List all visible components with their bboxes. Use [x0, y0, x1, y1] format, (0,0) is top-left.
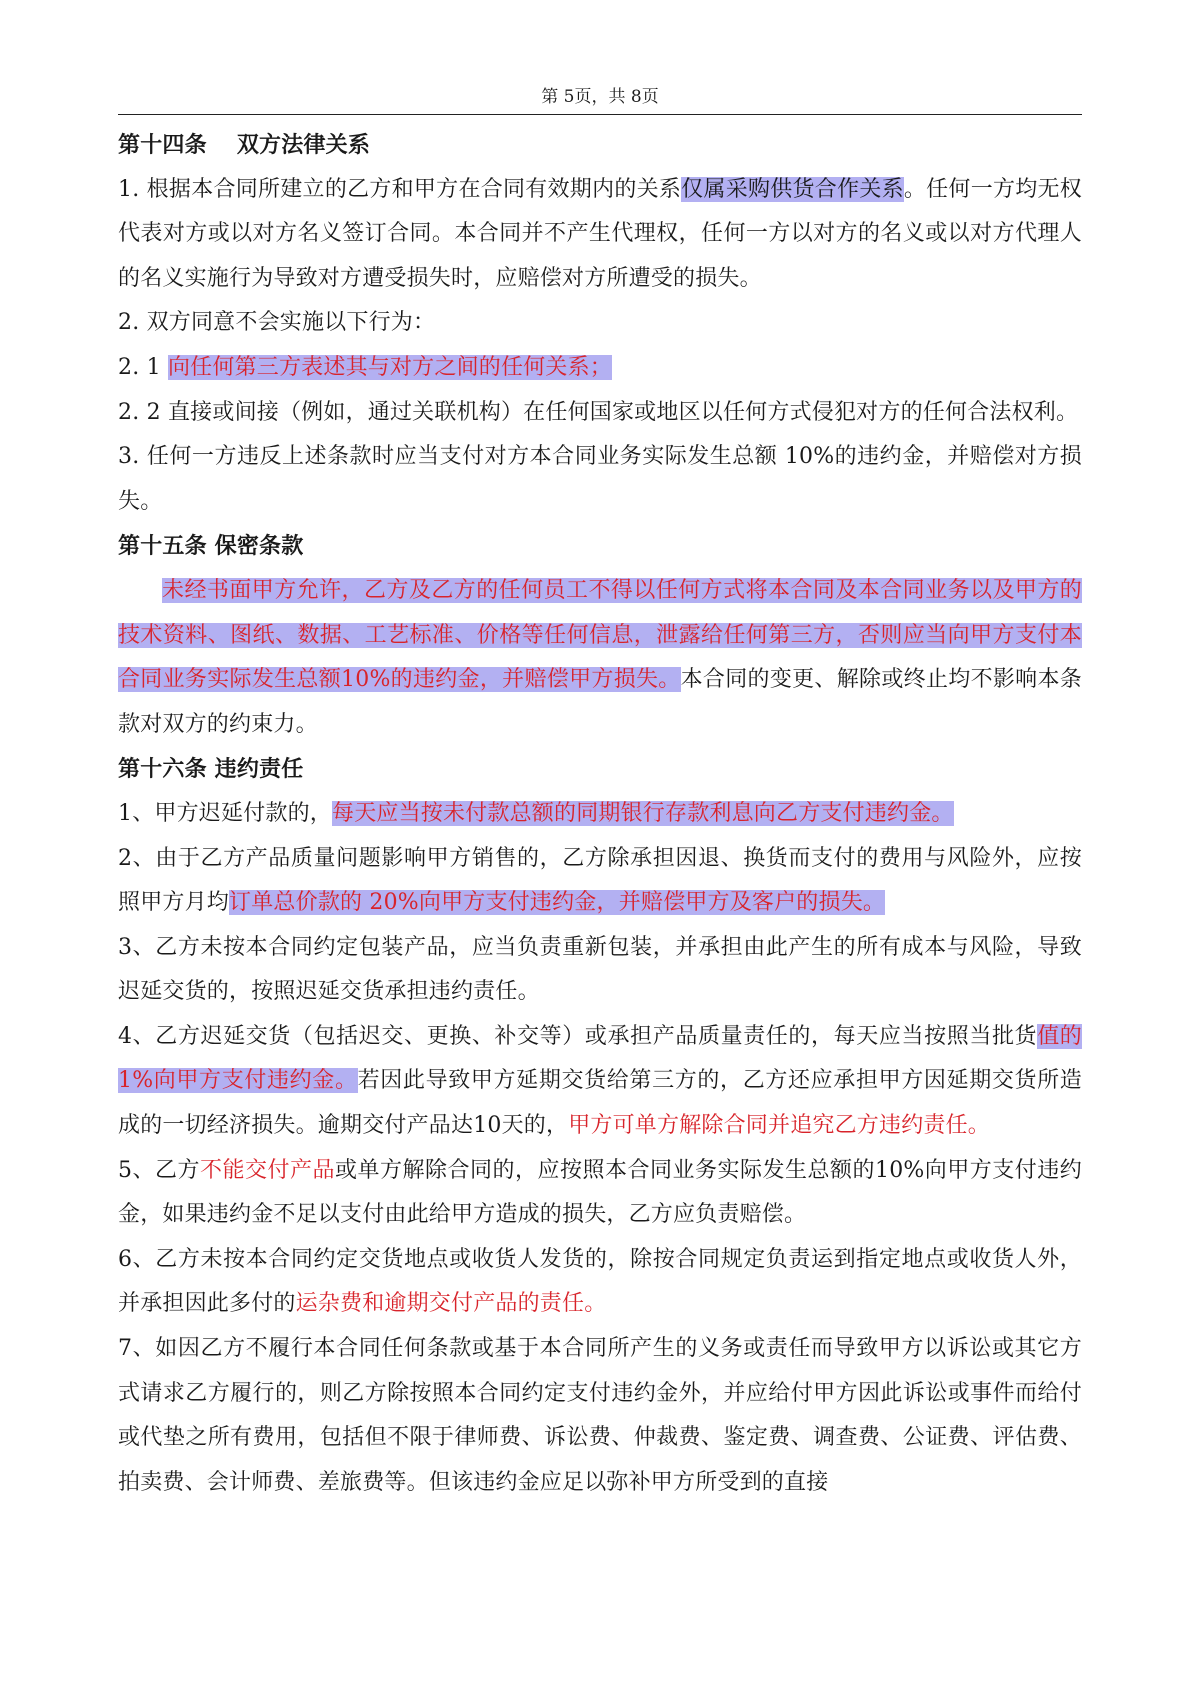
red-text: 甲方可单方解除合同并追究乙方违约责任。: [568, 1113, 991, 1139]
section-16-item-2: [118, 837, 1082, 926]
section-15-title: 第十五条 保密条款: [118, 533, 304, 560]
section-16-item-1: [118, 792, 1082, 837]
section-14-clause-2: 2. 双方同意不会实施以下行为：: [118, 310, 436, 336]
highlighted-red-text: 每天应当按未付款总额的同期银行存款利息向乙方支付违约金。: [332, 800, 954, 826]
section-14-clause-3: 3. 任何一方违反上述条款时应当支付对方本合同业务实际发生总额 10%的违约金，并赔偿对方损失。: [118, 444, 1082, 514]
clause-text: 4、乙方迟延交货（包括迟交、更换、补交等）或承担产品质量责任的，每天应当按照当批货: [118, 1023, 1038, 1049]
section-16-item-3: 3、乙方未按本合同约定包装产品，应当负责重新包装，并承担由此产生的所有成本与风险，导致迟延交货的，按照迟延交货承担违约责任。: [118, 934, 1082, 1005]
section-14-clause-2-1: [118, 346, 1082, 391]
clause-text: 本合同的变更、解除或终止均不影响本条款对双方的约束力。: [118, 667, 1082, 737]
header-rule: [118, 114, 1082, 115]
highlighted-red-text: 向任何第三方表述其与对方之间的任何关系；: [167, 354, 612, 380]
section-16-item-6: [118, 1238, 1082, 1327]
section-16-item-5: [118, 1149, 1082, 1238]
red-text: 运杂费和逾期交付产品的责任。: [295, 1291, 607, 1317]
clause-text: 1. 根据本合同所建立的乙方和甲方在合同有效期内的关系: [118, 176, 682, 202]
highlighted-text: 仅属采购供货合作关系: [681, 176, 904, 202]
document-body: [118, 123, 1082, 1505]
clause-number: 2. 1: [118, 354, 168, 380]
section-15-body: [118, 569, 1082, 747]
section-14-title: 第十四条 双方法律关系: [118, 132, 371, 158]
highlighted-red-text: 未经书面甲方允许，乙方及乙方的任何员工不得以任何方式将本合同及本合同业务以及甲方的技术资料、图纸、数据、工艺标准、价格等任何信息，泄露给任何第三方，否则应当向甲方支付本合同业务实际发生总额10%的违约金，并赔偿甲方损失。: [118, 577, 1082, 693]
section-14-clause-1: [118, 168, 1082, 302]
page-header: 第 5页，共 8页: [541, 87, 659, 107]
section-16-item-7: 7、如因乙方不履行本合同任何条款或基于本合同所产生的义务或责任而导致甲方以诉讼或其它方式请求乙方履行的，则乙方除按照本合同约定支付违约金外，并应给付甲方因此诉讼或事件而给付或代垫之所有费用，包括但不限于律师费、诉讼费、仲裁费、鉴定费、调查费、公证费、评估费、拍卖费、会计师费、差旅费等。但该违约金应足以弥补甲方所受到的直接: [118, 1336, 1082, 1495]
section-16-item-4: [118, 1015, 1082, 1149]
clause-text: 。任何一方均无权代表对方或以对方名义签订合同。本合同并不产生代理权，任何一方以对方的名义或以对方代理人的名义实施行为导致对方遭受损失时，应赔偿对方所遭受的损失。: [118, 176, 1082, 291]
highlighted-red-text: 值的1%向甲方支付违约金。: [118, 1023, 1083, 1094]
clause-text: 2、由于乙方产品质量问题影响甲方销售的，乙方除承担因退、换货而支付的费用与风险外，应按照甲方月均: [118, 845, 1082, 916]
clause-text: 若因此导致甲方延期交货给第三方的，乙方还应承担甲方因延期交货所造成的一切经济损失。逾期交付产品达10天的，: [118, 1068, 1083, 1139]
red-text: 不能交付产品: [200, 1157, 335, 1183]
clause-text: 或单方解除合同的，应按照本合同业务实际发生总额的10%向甲方支付违约金，如果违约金不足以支付由此给甲方造成的损失，乙方应负责赔偿。: [118, 1157, 1082, 1228]
clause-text: 5、乙方: [118, 1157, 200, 1183]
clause-text: 6、乙方未按本合同约定交货地点或收货人发货的，除按合同规定负责运到指定地点或收货人外，并承担因此多付的: [118, 1246, 1082, 1317]
section-16-title: 第十六条 违约责任: [118, 756, 304, 783]
clause-text: 1、甲方迟延付款的，: [118, 800, 332, 826]
highlighted-red-text: 订单总价款的 20%向甲方支付违约金，并赔偿甲方及客户的损失。: [229, 890, 886, 916]
section-14-clause-2-2: 2. 2 直接或间接（例如，通过关联机构）在任何国家或地区以任何方式侵犯对方的任何合法权利。: [118, 399, 1079, 425]
